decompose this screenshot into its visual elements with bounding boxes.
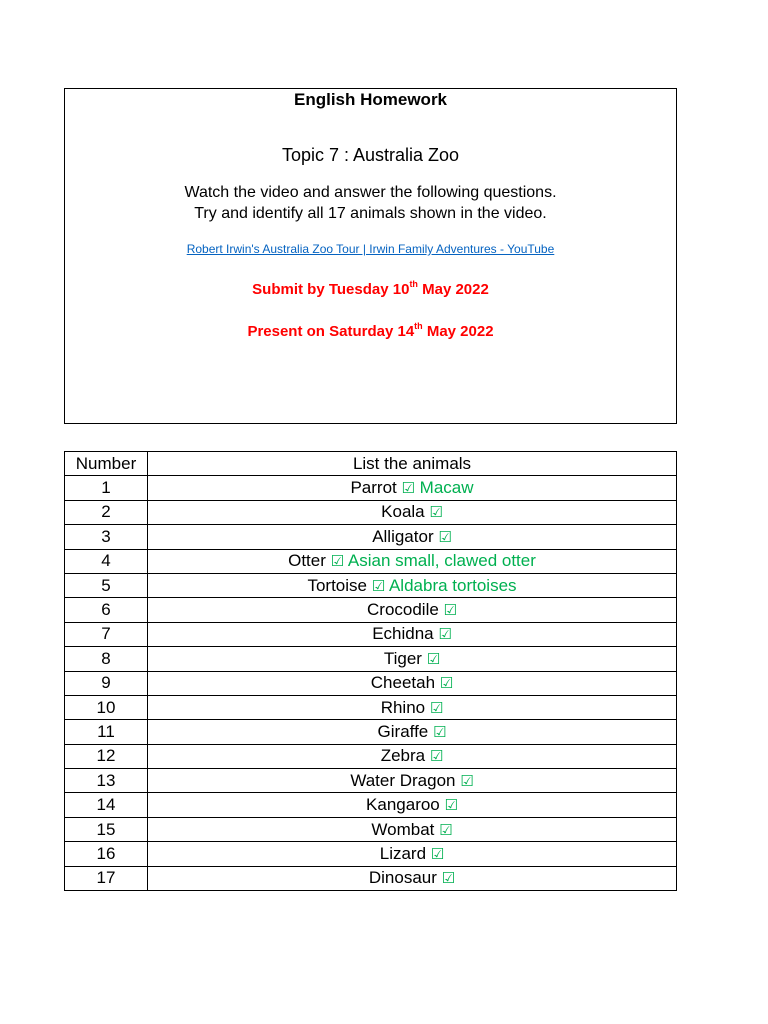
submit-deadline-ordinal: th (409, 279, 418, 289)
row-number: 9 (65, 671, 148, 695)
table-row (65, 671, 677, 695)
animal-cell (148, 671, 677, 695)
row-number: 16 (65, 842, 148, 866)
animal-name: Koala (381, 502, 425, 522)
animal-name: Wombat (371, 819, 435, 839)
checkbox-checked-icon: ☑ (429, 747, 444, 766)
animal-species-note: Aldabra tortoises (388, 575, 517, 595)
animal-cell (148, 793, 677, 817)
row-number: 3 (65, 525, 148, 549)
row-number: 8 (65, 647, 148, 671)
table-header-row (65, 452, 677, 476)
table-row (65, 500, 677, 524)
checkbox-checked-icon: ☑ (430, 844, 445, 863)
present-date (65, 322, 676, 340)
row-number: 13 (65, 769, 148, 793)
homework-header-box (64, 88, 677, 424)
present-date-text: Present on Saturday 14 (247, 323, 415, 340)
animal-cell (148, 769, 677, 793)
checkbox-checked-icon: ☑ (433, 722, 447, 741)
table-row (65, 647, 677, 671)
table-row (65, 793, 677, 817)
table-row (65, 695, 677, 719)
table-row (65, 622, 677, 646)
checkbox-checked-icon: ☑ (443, 601, 457, 620)
animal-cell (148, 866, 677, 890)
row-number: 4 (65, 549, 148, 573)
animal-name: Alligator (372, 526, 434, 546)
row-number: 10 (65, 695, 148, 719)
animal-name: Water Dragon (350, 770, 456, 790)
table-row (65, 525, 677, 549)
animal-cell (148, 549, 677, 573)
table-row (65, 549, 677, 573)
checkbox-checked-icon: ☑ (439, 820, 453, 839)
row-number: 17 (65, 866, 148, 890)
animal-name: Tortoise (307, 575, 367, 595)
animal-name: Giraffe (377, 721, 429, 741)
animal-cell (148, 744, 677, 768)
number-column-header: Number (65, 452, 148, 476)
animal-name: Cheetah (370, 673, 436, 693)
animal-rows (65, 476, 677, 891)
animal-cell (148, 647, 677, 671)
animal-cell (148, 842, 677, 866)
animal-name: Zebra (380, 746, 426, 766)
row-number: 5 (65, 573, 148, 597)
animal-cell (148, 525, 677, 549)
animal-name: Crocodile (367, 600, 439, 620)
table-row (65, 720, 677, 744)
checkbox-checked-icon: ☑ (330, 552, 345, 571)
row-number: 6 (65, 598, 148, 622)
row-number: 7 (65, 622, 148, 646)
animal-cell (148, 720, 677, 744)
checkbox-checked-icon: ☑ (429, 698, 444, 717)
animal-name: Parrot (350, 478, 397, 498)
checkbox-checked-icon: ☑ (438, 625, 452, 644)
table-row (65, 842, 677, 866)
instruction-line-1: Watch the video and answer the following questions. (184, 184, 557, 201)
animals-column-header: List the animals (148, 452, 677, 476)
table-row (65, 744, 677, 768)
table-row (65, 476, 677, 500)
animal-species-note: Asian small, clawed otter (347, 551, 536, 571)
row-number: 2 (65, 500, 148, 524)
row-number: 11 (65, 720, 148, 744)
animal-cell (148, 817, 677, 841)
checkbox-checked-icon: ☑ (460, 771, 474, 790)
animal-name: Tiger (383, 648, 422, 668)
animal-cell (148, 598, 677, 622)
animal-name: Rhino (380, 697, 426, 717)
present-date-ordinal: th (414, 321, 423, 331)
animal-name: Kangaroo (366, 795, 440, 815)
checkbox-checked-icon: ☑ (429, 503, 443, 522)
animal-cell (148, 500, 677, 524)
animal-cell (148, 695, 677, 719)
animal-name: Echidna (372, 624, 434, 644)
animal-species-note: Macaw (419, 478, 474, 498)
table-row (65, 866, 677, 890)
submit-deadline-rest: May 2022 (417, 281, 489, 298)
animal-name: Dinosaur (368, 868, 437, 888)
homework-title: English Homework (293, 90, 448, 109)
submit-deadline (65, 280, 676, 298)
instruction-line-2: Try and identify all 17 animals shown in the video. (194, 205, 547, 222)
animals-table (64, 451, 677, 891)
animal-cell (148, 476, 677, 500)
row-number: 1 (65, 476, 148, 500)
row-number: 14 (65, 793, 148, 817)
table-row (65, 598, 677, 622)
submit-deadline-text: Submit by Tuesday 10 (252, 281, 410, 298)
table-row (65, 769, 677, 793)
row-number: 12 (65, 744, 148, 768)
checkbox-checked-icon: ☑ (401, 479, 415, 498)
video-link[interactable]: Robert Irwin's Australia Zoo Tour | Irwin Family Adventures - YouTube (186, 242, 555, 256)
animal-cell (148, 622, 677, 646)
topic-title: Topic 7 : Australia Zoo (281, 145, 460, 165)
checkbox-checked-icon: ☑ (441, 869, 456, 888)
checkbox-checked-icon: ☑ (371, 576, 386, 595)
animal-name: Lizard (379, 843, 427, 863)
checkbox-checked-icon: ☑ (438, 527, 452, 546)
table-row (65, 573, 677, 597)
row-number: 15 (65, 817, 148, 841)
checkbox-checked-icon: ☑ (426, 649, 441, 668)
present-date-rest: May 2022 (422, 323, 494, 340)
checkbox-checked-icon: ☑ (439, 674, 454, 693)
animal-cell (148, 573, 677, 597)
table-row (65, 817, 677, 841)
animal-name: Otter (288, 551, 326, 571)
checkbox-checked-icon: ☑ (444, 796, 458, 815)
